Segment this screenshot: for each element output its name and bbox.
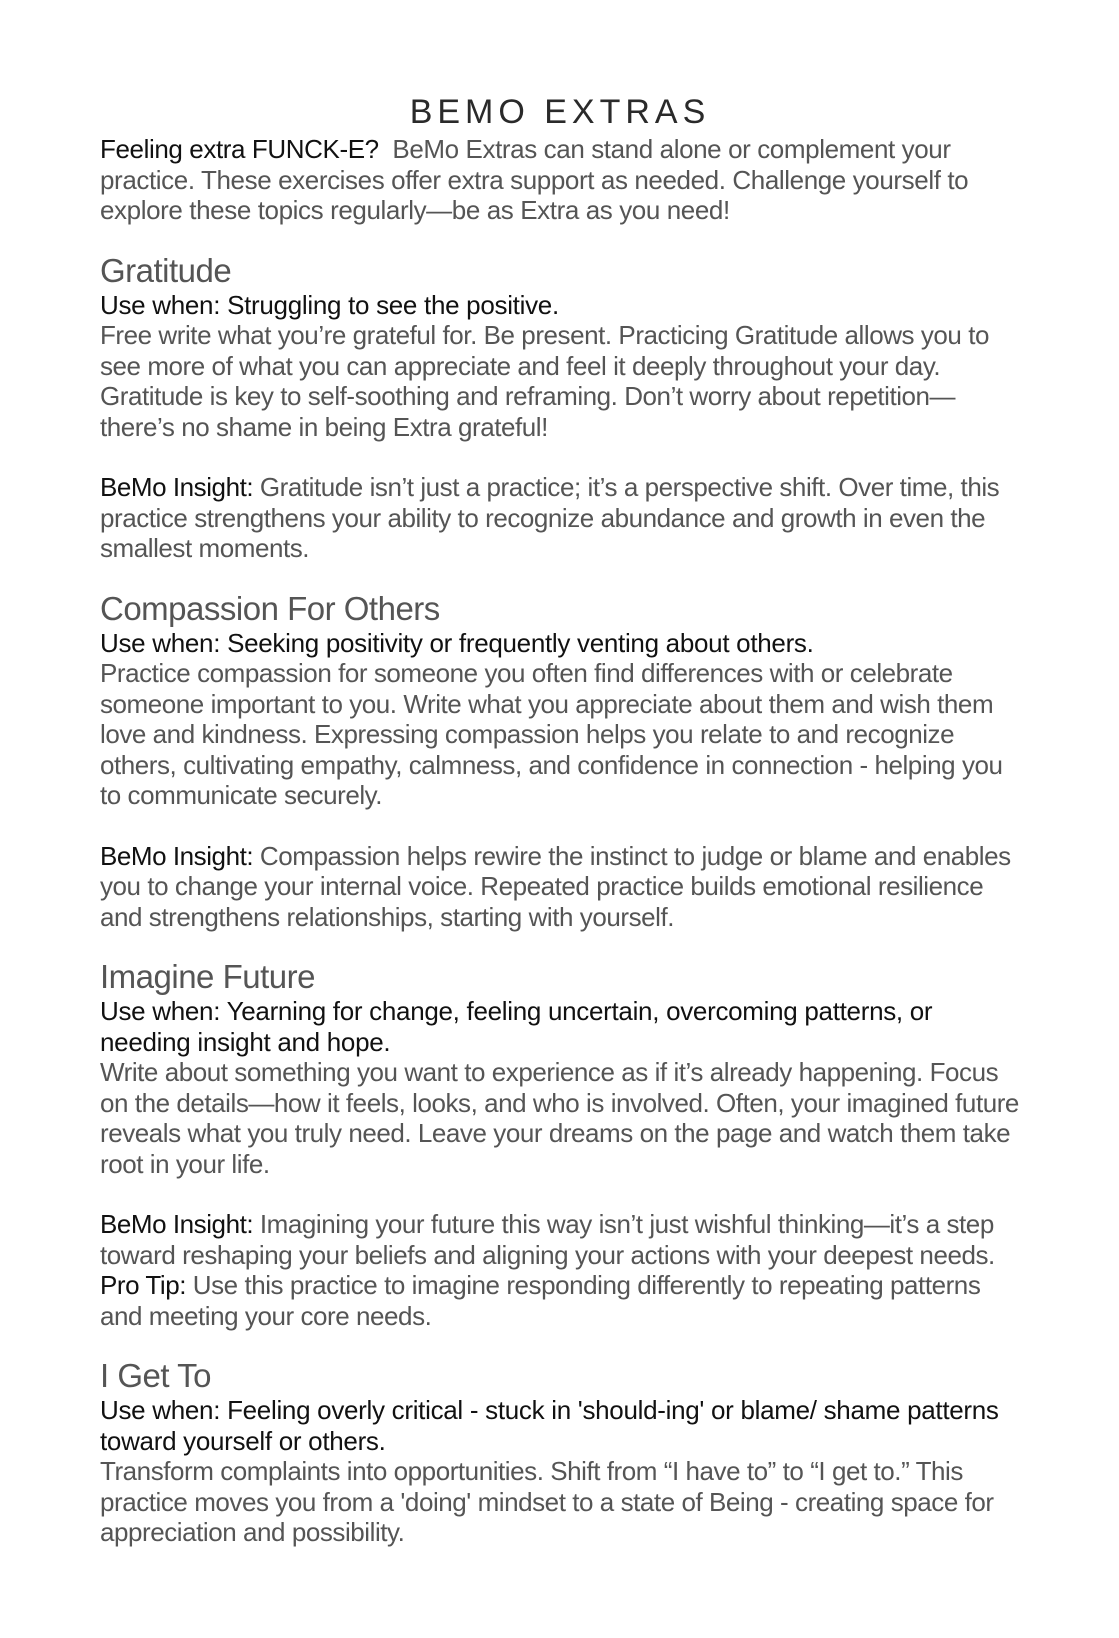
- section-body: Transform complaints into opportunities. Shift from “I have to” to “I get to.” This practice moves you from a 'doing' mindset to a state of Being - creating space for appreciation and possibility.: [100, 1456, 994, 1547]
- use-when: Use when: Yearning for change, feeling uncertain, overcoming patterns, or needing insight and hope.: [100, 996, 933, 1057]
- insight-paragraph: [100, 472, 1020, 564]
- section-compassion-for-others: [100, 589, 1020, 933]
- section-title: I Get To: [100, 1357, 211, 1394]
- use-when: Use when: Seeking positivity or frequently venting about others.: [100, 627, 814, 658]
- use-when: Use when: Struggling to see the positive.: [100, 289, 559, 320]
- section-gratitude: [100, 251, 1020, 564]
- insight-paragraph: [100, 1209, 1020, 1331]
- insight-label: BeMo Insight:: [100, 840, 254, 871]
- intro-paragraph: [100, 134, 1020, 226]
- section-body: Free write what you’re grateful for. Be present. Practicing Gratitude allows you to see more of what you can appreciate and feel it deeply throughout your day. Gratitude is key to self-soothing and reframing. Don’t worry about repetition—there’s no shame in being Extra grateful!: [100, 320, 989, 442]
- insight-text: Compassion helps rewire the instinct to judge or blame and enables you to change your internal voice. Repeated practice builds emotional resilience and strengthens relationships, starting with yourself.: [100, 840, 1011, 932]
- insight-text: Imagining your future this way isn’t just wishful thinking—it’s a step toward reshaping your beliefs and aligning your actions with your deepest needs.: [100, 1209, 995, 1270]
- section-title: Imagine Future: [100, 958, 315, 995]
- section-body: Practice compassion for someone you often find differences with or celebrate someone important to you. Write what you appreciate about them and wish them love and kindness. Expressing compassion helps you relate to and recognize others, cultivating empathy, calmness, and confidence in connection - helping you to communicate securely.: [100, 658, 1003, 810]
- intro-text: BeMo Extras can stand alone or complement your practice. These exercises offer extra support as needed. Challenge yourself to explore these topics regularly—be as Extra as you need!: [100, 134, 969, 225]
- section-i-get-to: [100, 1359, 1020, 1548]
- insight-label: BeMo Insight:: [100, 472, 254, 502]
- insight-paragraph: [100, 841, 1020, 933]
- page-title: BEMO EXTRAS: [409, 93, 711, 131]
- insight-text: Gratitude isn’t just a practice; it’s a perspective shift. Over time, this practice strengthens your ability to recognize abundance and growth in even the smallest moments.: [100, 472, 1000, 563]
- intro-lead: Feeling extra FUNCK-E?: [100, 134, 379, 164]
- insight-label: BeMo Insight:: [100, 1209, 254, 1239]
- document-page: [100, 92, 1020, 1548]
- pro-tip-text: Use this practice to imagine responding differently to repeating patterns and meeting your core needs.: [100, 1270, 981, 1331]
- pro-tip-label: Pro Tip:: [100, 1270, 186, 1300]
- section-title: Compassion For Others: [100, 589, 440, 627]
- use-when: Use when: Feeling overly critical - stuck in 'should-ing' or blame/ shame patterns toward yourself or others.: [100, 1395, 999, 1456]
- section-body: Write about something you want to experience as if it’s already happening. Focus on the details—how it feels, looks, and who is involved. Often, your imagined future reveals what you truly need. Leave your dreams on the page and watch them take root in your life.: [100, 1057, 1019, 1179]
- section-title: Gratitude: [100, 251, 232, 289]
- section-imagine-future: [100, 960, 1020, 1331]
